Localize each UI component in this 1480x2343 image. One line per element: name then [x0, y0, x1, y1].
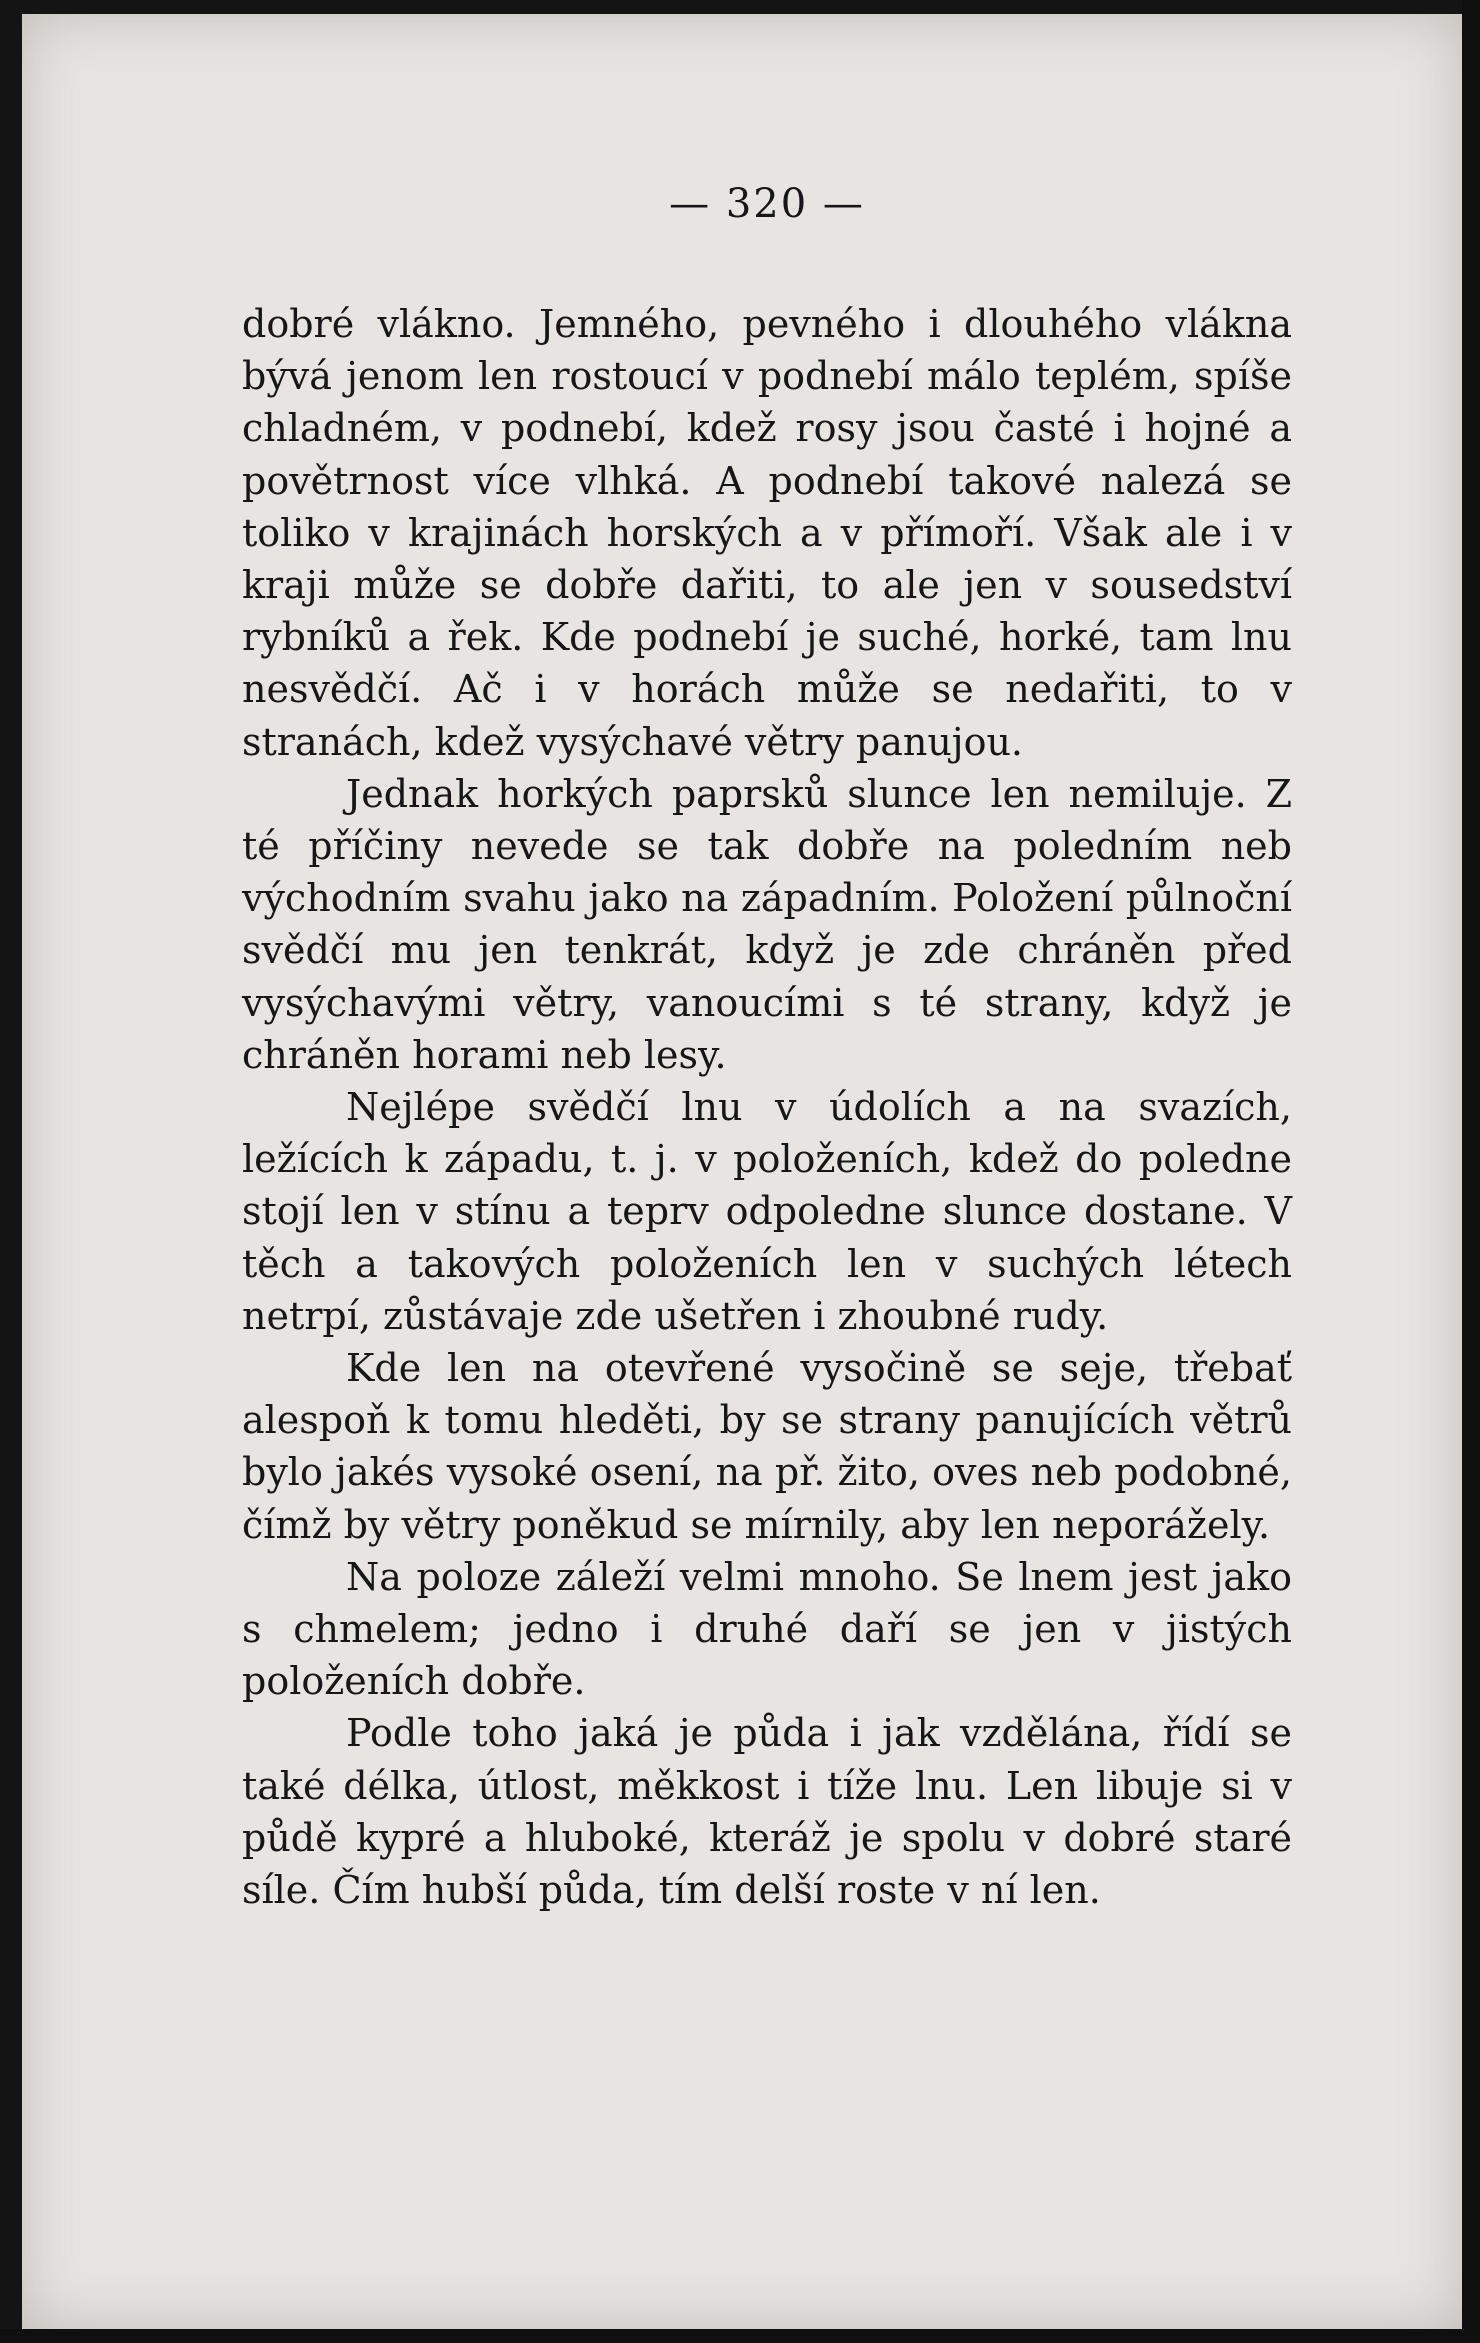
paragraph-4: Kde len na otevřené vysočině se seje, třebať alespoň k tomu hleděti, by se strany panujících větrů bylo jakés vysoké osení, na př. žito, oves neb podobné, čímž by větry poněkud se mírnily, aby len neporážely. — [242, 1346, 1292, 1547]
scan-bottom-border — [0, 2329, 1480, 2343]
page-content — [242, 174, 1292, 1916]
scan-right-border — [1462, 0, 1480, 2343]
paragraph-3: Nejlépe svědčí lnu v údolích a na svazích, ležících k západu, t. j. v položeních, kdež do poledne stojí len v stínu a teprv odpoledne slunce dostane. V těch a takových položeních len v suchých létech netrpí, zůstávaje zde ušetřen i zhoubné rudy. — [242, 1085, 1292, 1338]
paragraph-6: Podle toho jaká je půda i jak vzdělána, řídí se také délka, útlost, měkkost i tíže lnu. Len libuje si v půdě kypré a hluboké, kteráž je spolu v dobré staré síle. Čím hubší půda, tím delší roste v ní len. — [242, 1711, 1292, 1913]
paragraph-2: Jednak horkých paprsků slunce len nemiluje. Z té příčiny nevede se tak dobře na poledním neb východním svahu jako na západním. Položení půlnoční svědčí mu jen tenkrát, když je zde chráněn před vysýchavými větry, vanoucími s té strany, když je chráněn horami neb lesy. — [242, 771, 1292, 1077]
book-page — [22, 14, 1462, 2329]
paragraph-1: dobré vlákno. Jemného, pevného i dlouhého vlákna bývá jenom len rostoucí v podnebí málo teplém, spíše chladném, v podnebí, kdež rosy jsou časté i hojné a povětrnost více vlhká. A podnebí takové nalezá se toliko v krajinách horských a v přímoří. Však ale i v kraji může se dobře dařiti, to ale jen v sousedství rybníků a řek. Kde podnebí je suché, horké, tam lnu nesvědčí. Ač i v horách může se nedařiti, to v stranách, kdež vysýchavé větry panujou. — [242, 302, 1292, 764]
paragraph-5: Na poloze záleží velmi mnoho. Se lnem jest jako s chmelem; jedno i druhé daří se jen v jistých položeních dobře. — [242, 1554, 1292, 1704]
page-number: — 320 — — [669, 181, 865, 227]
